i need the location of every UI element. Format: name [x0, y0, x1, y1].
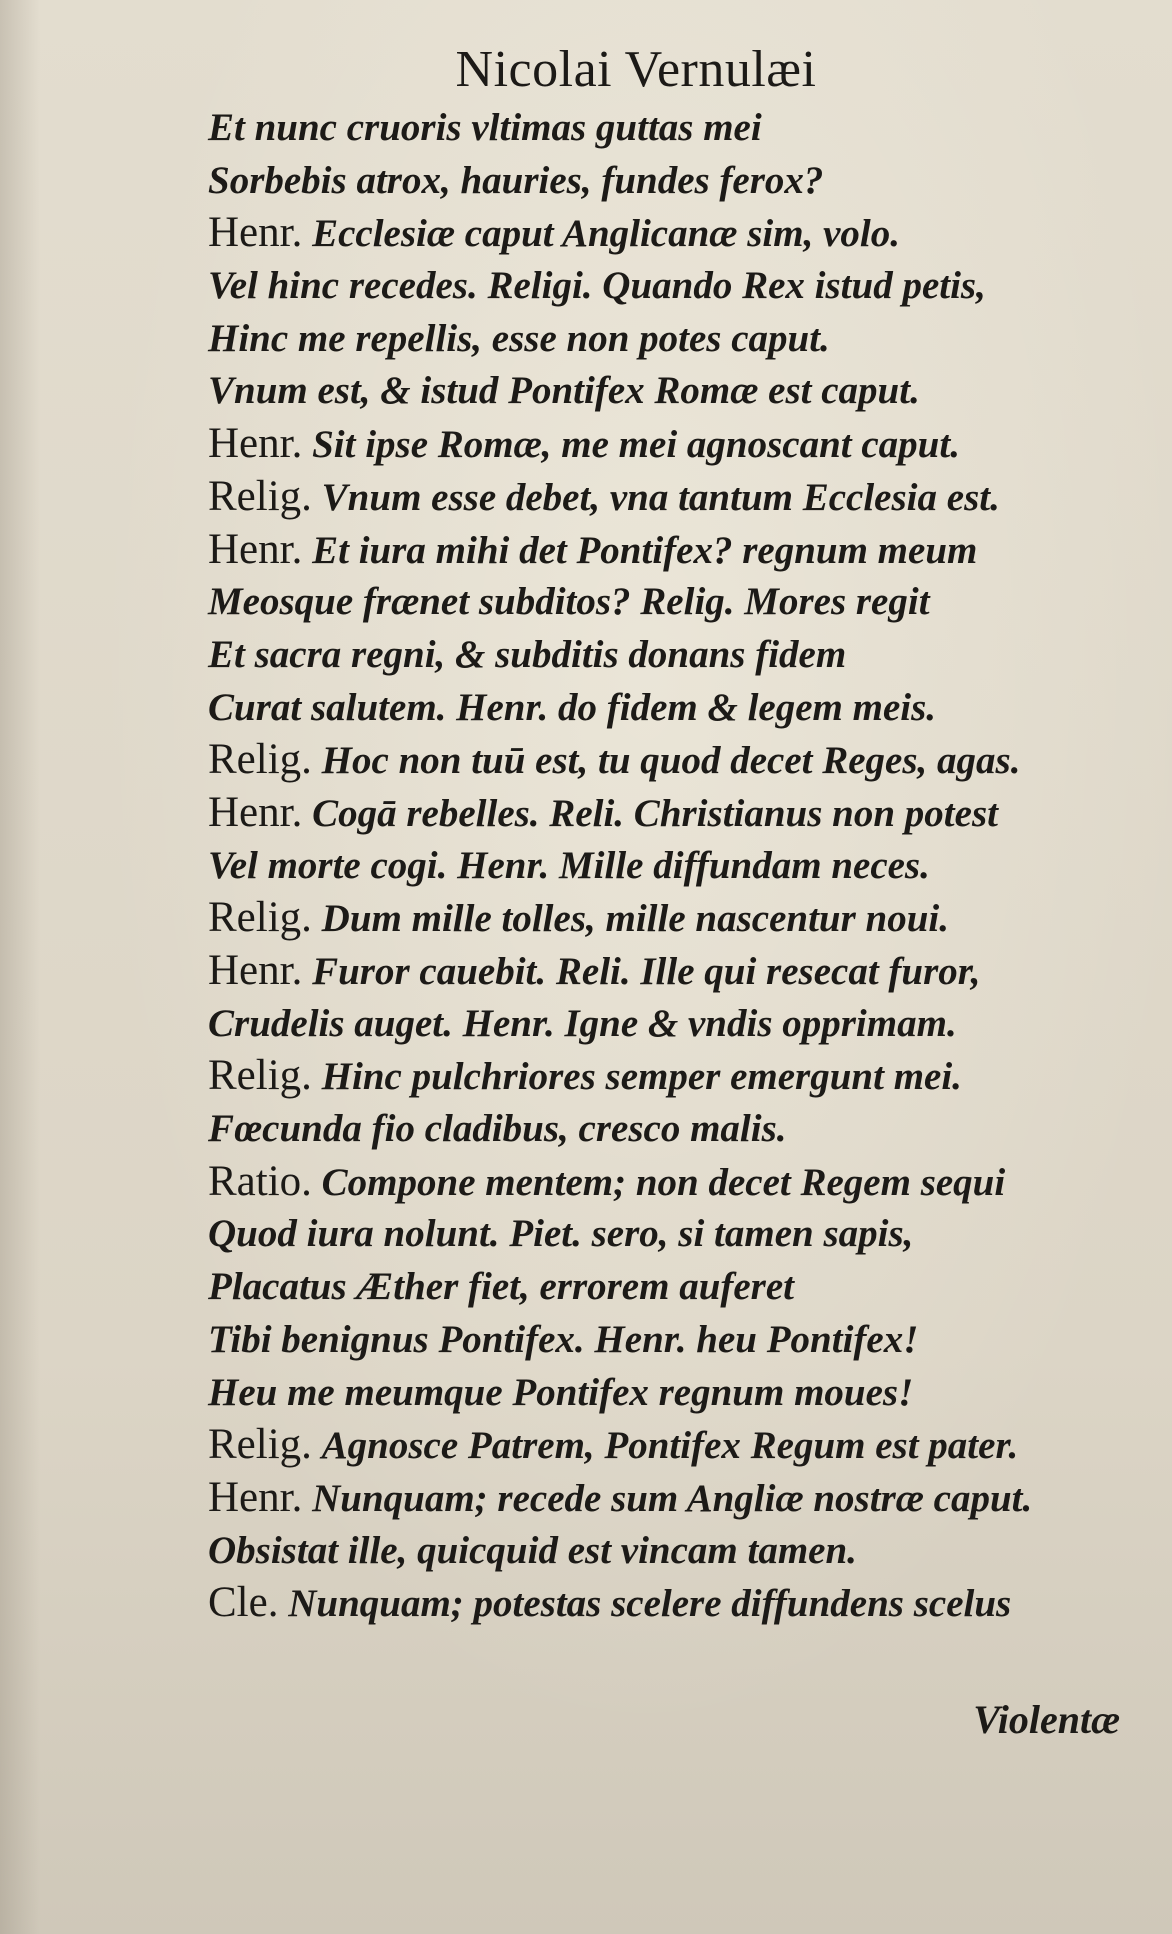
verse-text: Compone mentem; non decet Regem sequi	[321, 1160, 1006, 1204]
verse-text: Fœcunda fio cladibus, cresco malis.	[208, 1107, 787, 1151]
verse-line	[208, 207, 1128, 260]
speaker-label: Henr.	[208, 420, 303, 468]
verse-line	[208, 682, 1128, 735]
verse-text: Cogā rebelles. Reli. Christianus non potest	[312, 791, 998, 835]
speaker-label: Henr.	[208, 947, 303, 994]
speaker-label: Cle.	[208, 1579, 279, 1627]
verse-text: Obsistat ille, quicquid est vincam tamen.	[208, 1528, 857, 1572]
verse-line	[208, 576, 1128, 629]
verse-line	[208, 313, 1128, 366]
speaker-label: Henr.	[208, 1473, 303, 1521]
verse-line	[208, 1261, 1128, 1314]
verse-line	[208, 1472, 1128, 1525]
verse-text: Sorbebis atrox, hauries, fundes ferox?	[208, 158, 824, 202]
verse-line	[208, 998, 1128, 1051]
verse-text: Crudelis auget. Henr. Igne & vndis opprimam.	[208, 1001, 957, 1045]
verse-text: Furor cauebit. Reli. Ille qui resecat furor,	[312, 950, 981, 993]
verse-line	[208, 945, 1128, 998]
verse-text: Nunquam; potestas scelere diffundens scelus	[288, 1582, 1012, 1626]
verse-block	[208, 102, 1128, 1630]
speaker-label: Henr.	[208, 788, 303, 836]
speaker-label: Relig.	[208, 1421, 312, 1469]
verse-text: Et nunc cruoris vltimas guttas mei	[208, 106, 762, 149]
verse-line	[208, 1050, 1128, 1103]
verse-text: Nunquam; recede sum Angliæ nostræ caput.	[312, 1476, 1033, 1520]
speaker-label: Ratio.	[208, 1157, 312, 1205]
verse-text: Sit ipse Romæ, me mei agnoscant caput.	[312, 423, 960, 467]
speaker-label: Henr.	[208, 525, 303, 573]
page-gutter-shadow	[0, 0, 40, 1934]
verse-line	[208, 892, 1128, 945]
verse-line	[208, 1314, 1128, 1367]
verse-line	[208, 418, 1128, 471]
verse-line	[208, 1103, 1128, 1156]
verse-text: Quod iura nolunt. Piet. sero, si tamen sapis,	[208, 1212, 914, 1256]
verse-line	[208, 471, 1128, 524]
speaker-label: Relig.	[208, 472, 312, 520]
verse-text: Vnum est, & istud Pontifex Romæ est caput.	[208, 369, 920, 413]
verse-line	[208, 1156, 1128, 1209]
verse-text: Vel hinc recedes. Religi. Quando Rex istud petis,	[208, 264, 986, 308]
verse-text: Heu me meumque Pontifex regnum moues!	[208, 1370, 914, 1414]
verse-line	[208, 102, 1128, 155]
speaker-label: Henr.	[208, 209, 303, 257]
verse-line	[208, 840, 1128, 893]
verse-text: Dum mille tolles, mille nascentur noui.	[321, 897, 950, 941]
verse-line	[208, 1367, 1128, 1420]
verse-line	[208, 365, 1128, 418]
verse-text: Et iura mihi det Pontifex? regnum meum	[312, 528, 978, 572]
verse-text: Hinc me repellis, esse non potes caput.	[208, 316, 830, 360]
verse-text: Vel morte cogi. Henr. Mille diffundam neces.	[208, 843, 930, 887]
verse-line	[208, 734, 1128, 787]
verse-text: Tibi benignus Pontifex. Henr. heu Pontifex!	[208, 1317, 919, 1361]
verse-text: Curat salutem. Henr. do fidem & legem meis.	[208, 685, 937, 729]
running-head: Nicolai Vernulæi	[455, 41, 817, 98]
verse-line	[208, 1208, 1128, 1261]
speaker-label: Relig.	[208, 736, 312, 784]
verse-text: Vnum esse debet, vna tantum Ecclesia est.	[321, 475, 1000, 519]
verse-text: Ecclesiæ caput Anglicanæ sim, volo.	[312, 212, 900, 256]
speaker-label: Relig.	[208, 894, 312, 942]
verse-text: Agnosce Patrem, Pontifex Regum est pater.	[321, 1424, 1019, 1468]
verse-text: Placatus Æther fiet, errorem auferet	[208, 1265, 795, 1309]
verse-line	[208, 1419, 1128, 1472]
verse-text: Et sacra regni, & subditis donans fidem	[208, 632, 847, 676]
verse-text: Hinc pulchriores semper emergunt mei.	[321, 1055, 962, 1099]
verse-line	[208, 524, 1128, 577]
verse-line	[208, 155, 1128, 208]
verse-line	[208, 1577, 1128, 1630]
verse-line	[208, 629, 1128, 682]
verse-line	[208, 1525, 1128, 1578]
verse-line	[208, 787, 1128, 840]
verse-text: Meosque frænet subditos? Relig. Mores regit	[208, 580, 930, 624]
speaker-label: Relig.	[208, 1052, 312, 1100]
verse-text: Hoc non tuū est, tu quod decet Reges, agas.	[321, 739, 1021, 783]
verse-line	[208, 260, 1128, 313]
catchword: Violentæ	[973, 1697, 1120, 1742]
